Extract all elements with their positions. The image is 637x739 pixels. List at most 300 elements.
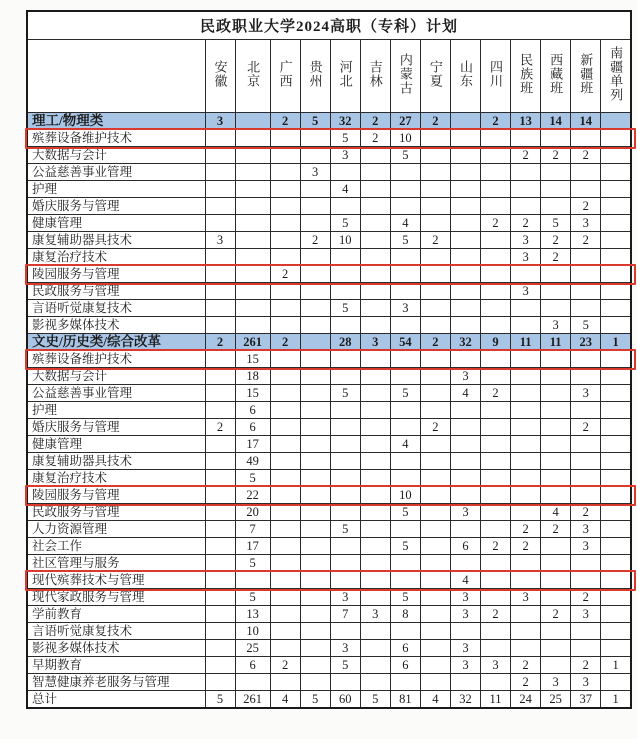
table-row (27, 249, 631, 266)
plan-count-cell (420, 623, 450, 640)
plan-count-cell (300, 589, 330, 606)
plan-count-cell: 2 (571, 419, 601, 436)
province-column-header (205, 40, 235, 113)
plan-count-cell (360, 521, 390, 538)
table-row (27, 283, 631, 300)
plan-count-cell (601, 640, 631, 657)
plan-count-cell (571, 249, 601, 266)
plan-count-cell: 11 (541, 334, 571, 351)
plan-count-cell (330, 538, 360, 555)
plan-count-cell (541, 657, 571, 674)
plan-count-cell (270, 147, 300, 164)
section-header-row (27, 113, 631, 130)
plan-count-cell (270, 487, 300, 504)
plan-count-cell (300, 657, 330, 674)
plan-count-cell: 2 (511, 657, 541, 674)
plan-count-cell: 2 (541, 147, 571, 164)
plan-count-cell (511, 402, 541, 419)
plan-count-cell (360, 623, 390, 640)
plan-count-cell: 3 (511, 249, 541, 266)
plan-count-cell: 10 (390, 130, 420, 147)
plan-count-cell (601, 419, 631, 436)
province-column-header (511, 40, 541, 113)
plan-count-cell (450, 555, 480, 572)
plan-count-cell (541, 198, 571, 215)
plan-count-cell: 2 (511, 147, 541, 164)
plan-count-cell (481, 470, 511, 487)
plan-count-cell: 5 (330, 130, 360, 147)
plan-count-cell (360, 249, 390, 266)
table-row (27, 487, 631, 504)
plan-count-cell (420, 147, 450, 164)
plan-count-cell: 60 (330, 691, 360, 709)
major-name: 康复辅助器具技术 (27, 453, 205, 470)
plan-count-cell (205, 198, 235, 215)
plan-count-cell (330, 402, 360, 419)
plan-count-cell: 2 (481, 606, 511, 623)
major-name: 现代殡葬技术与管理 (27, 572, 205, 589)
plan-count-cell (601, 283, 631, 300)
plan-count-cell (390, 249, 420, 266)
plan-count-cell (205, 674, 235, 691)
major-name: 陵园服务与管理 (27, 487, 205, 504)
plan-count-cell: 4 (450, 385, 480, 402)
plan-count-cell: 5 (571, 317, 601, 334)
plan-count-cell (601, 623, 631, 640)
plan-count-cell (270, 538, 300, 555)
table-row (27, 232, 631, 249)
major-name: 健康管理 (27, 436, 205, 453)
table-row (27, 300, 631, 317)
plan-count-cell (420, 657, 450, 674)
plan-count-cell (601, 317, 631, 334)
plan-count-cell (205, 555, 235, 572)
plan-count-cell (360, 368, 390, 385)
plan-count-cell (511, 130, 541, 147)
plan-count-cell (235, 130, 270, 147)
plan-count-cell: 5 (235, 470, 270, 487)
plan-count-cell (601, 164, 631, 181)
plan-count-cell (481, 402, 511, 419)
plan-count-cell (601, 130, 631, 147)
plan-count-cell: 5 (390, 385, 420, 402)
plan-count-cell (420, 674, 450, 691)
plan-count-cell (205, 385, 235, 402)
plan-count-cell: 20 (235, 504, 270, 521)
plan-count-cell (205, 453, 235, 470)
plan-count-cell (511, 351, 541, 368)
plan-count-cell: 2 (481, 538, 511, 555)
plan-count-cell (360, 453, 390, 470)
plan-count-cell (601, 674, 631, 691)
plan-count-cell (235, 572, 270, 589)
plan-count-cell (300, 130, 330, 147)
table-title: 民政职业大学2024高职（专科）计划 (27, 11, 631, 40)
plan-count-cell (235, 198, 270, 215)
plan-count-cell (511, 572, 541, 589)
plan-count-cell (450, 249, 480, 266)
province-column-label: 贵州 (307, 60, 323, 88)
plan-count-cell: 2 (270, 334, 300, 351)
plan-count-cell: 2 (511, 521, 541, 538)
plan-count-cell (420, 589, 450, 606)
plan-count-cell: 4 (330, 181, 360, 198)
plan-count-cell: 2 (571, 657, 601, 674)
plan-count-cell (481, 300, 511, 317)
major-name: 民政服务与管理 (27, 283, 205, 300)
plan-count-cell: 2 (420, 113, 450, 130)
plan-count-cell (270, 385, 300, 402)
plan-count-cell (571, 300, 601, 317)
plan-count-cell (511, 453, 541, 470)
plan-count-cell: 54 (390, 334, 420, 351)
section-header-row (27, 334, 631, 351)
plan-count-cell (330, 283, 360, 300)
plan-count-cell (360, 147, 390, 164)
plan-count-cell: 25 (541, 691, 571, 709)
plan-count-cell (601, 487, 631, 504)
plan-count-cell (420, 606, 450, 623)
plan-count-cell (511, 198, 541, 215)
plan-count-cell (420, 504, 450, 521)
plan-count-cell (300, 334, 330, 351)
plan-count-cell (300, 198, 330, 215)
plan-count-cell (270, 317, 300, 334)
plan-count-cell: 13 (235, 606, 270, 623)
plan-count-cell (481, 419, 511, 436)
table-row (27, 453, 631, 470)
plan-count-cell (420, 385, 450, 402)
plan-count-cell: 1 (601, 657, 631, 674)
plan-count-cell (300, 147, 330, 164)
plan-count-cell: 3 (360, 334, 390, 351)
plan-count-cell (270, 640, 300, 657)
plan-count-cell (330, 266, 360, 283)
plan-count-cell: 1 (601, 334, 631, 351)
plan-count-cell (481, 521, 511, 538)
plan-count-cell (541, 130, 571, 147)
plan-count-cell: 4 (420, 691, 450, 709)
plan-count-cell (360, 232, 390, 249)
table-row (27, 198, 631, 215)
province-column-label: 吉林 (367, 60, 383, 88)
plan-count-cell: 2 (541, 606, 571, 623)
plan-count-cell (481, 555, 511, 572)
plan-count-cell (390, 266, 420, 283)
plan-count-cell (300, 385, 330, 402)
plan-count-cell (300, 674, 330, 691)
table-row (27, 623, 631, 640)
plan-count-cell: 3 (571, 521, 601, 538)
plan-count-cell (360, 538, 390, 555)
plan-count-cell: 11 (511, 334, 541, 351)
plan-count-cell (601, 249, 631, 266)
province-column-header (571, 40, 601, 113)
plan-count-cell (541, 555, 571, 572)
plan-count-cell (571, 283, 601, 300)
plan-count-cell (450, 147, 480, 164)
plan-count-cell (390, 198, 420, 215)
plan-count-cell (481, 249, 511, 266)
table-row (27, 436, 631, 453)
plan-count-cell (300, 402, 330, 419)
province-column-label: 南疆单列 (608, 46, 624, 102)
plan-count-cell (330, 623, 360, 640)
plan-count-cell (571, 351, 601, 368)
plan-count-cell: 15 (235, 385, 270, 402)
plan-count-cell (235, 147, 270, 164)
plan-count-cell: 5 (330, 521, 360, 538)
plan-count-cell (390, 453, 420, 470)
plan-count-cell (601, 351, 631, 368)
plan-count-cell (360, 640, 390, 657)
plan-count-cell (541, 453, 571, 470)
plan-count-cell: 3 (511, 589, 541, 606)
plan-count-cell (601, 504, 631, 521)
plan-count-cell: 6 (235, 402, 270, 419)
plan-count-cell (481, 266, 511, 283)
plan-count-cell (601, 521, 631, 538)
plan-count-cell (360, 198, 390, 215)
plan-count-cell: 18 (235, 368, 270, 385)
plan-count-cell (601, 113, 631, 130)
plan-count-cell (235, 215, 270, 232)
plan-count-cell (205, 368, 235, 385)
plan-count-cell: 11 (481, 691, 511, 709)
plan-count-cell (205, 538, 235, 555)
plan-count-cell (601, 436, 631, 453)
table-row (27, 572, 631, 589)
plan-count-cell (205, 130, 235, 147)
plan-count-cell: 9 (481, 334, 511, 351)
major-name: 言语听觉康复技术 (27, 623, 205, 640)
plan-count-cell (450, 283, 480, 300)
plan-count-cell (390, 164, 420, 181)
plan-count-cell: 7 (330, 606, 360, 623)
plan-count-cell: 2 (541, 249, 571, 266)
plan-count-cell (601, 232, 631, 249)
table-row (27, 589, 631, 606)
major-name: 康复辅助器具技术 (27, 232, 205, 249)
plan-count-cell (270, 215, 300, 232)
plan-count-cell: 4 (390, 215, 420, 232)
plan-count-cell (360, 300, 390, 317)
plan-count-cell (450, 113, 480, 130)
plan-count-cell (511, 164, 541, 181)
plan-count-cell (481, 623, 511, 640)
plan-count-cell (300, 470, 330, 487)
table-row (27, 402, 631, 419)
plan-count-cell: 2 (541, 521, 571, 538)
plan-count-cell (601, 215, 631, 232)
plan-count-cell (541, 436, 571, 453)
plan-count-cell: 32 (450, 691, 480, 709)
plan-count-cell: 32 (330, 113, 360, 130)
column-header-row (27, 40, 631, 113)
plan-count-cell (450, 130, 480, 147)
plan-count-cell: 2 (481, 113, 511, 130)
plan-count-cell (511, 419, 541, 436)
major-name: 民政服务与管理 (27, 504, 205, 521)
plan-count-cell: 2 (571, 232, 601, 249)
plan-count-cell: 2 (205, 419, 235, 436)
plan-count-cell: 2 (571, 589, 601, 606)
major-name: 智慧健康养老服务与管理 (27, 674, 205, 691)
table-row (27, 606, 631, 623)
plan-count-cell (420, 351, 450, 368)
plan-count-cell (450, 453, 480, 470)
plan-count-cell (270, 470, 300, 487)
plan-count-cell (270, 130, 300, 147)
province-column-label: 宁夏 (427, 60, 443, 88)
plan-count-cell: 5 (360, 691, 390, 709)
table-row (27, 504, 631, 521)
plan-count-cell (390, 521, 420, 538)
plan-count-cell: 3 (541, 674, 571, 691)
plan-count-cell (330, 249, 360, 266)
plan-count-cell (330, 470, 360, 487)
plan-count-cell: 3 (450, 606, 480, 623)
plan-count-cell (270, 521, 300, 538)
plan-count-cell: 3 (450, 640, 480, 657)
plan-count-cell (571, 164, 601, 181)
plan-count-cell (511, 623, 541, 640)
plan-count-cell (205, 300, 235, 317)
plan-count-cell: 32 (450, 334, 480, 351)
province-column-header (390, 40, 420, 113)
province-column-header (420, 40, 450, 113)
plan-count-cell (541, 589, 571, 606)
plan-count-cell (481, 130, 511, 147)
plan-count-cell (390, 181, 420, 198)
plan-count-cell (511, 266, 541, 283)
plan-count-cell (571, 181, 601, 198)
major-name: 社会工作 (27, 538, 205, 555)
plan-count-cell (541, 623, 571, 640)
plan-count-cell (420, 249, 450, 266)
table-row (27, 419, 631, 436)
plan-count-cell (360, 436, 390, 453)
table-row (27, 317, 631, 334)
plan-count-cell (511, 300, 541, 317)
province-column-label: 广西 (277, 60, 293, 88)
plan-count-cell: 4 (270, 691, 300, 709)
plan-count-cell (270, 402, 300, 419)
plan-count-cell (601, 555, 631, 572)
plan-count-cell (205, 266, 235, 283)
plan-count-cell: 2 (205, 334, 235, 351)
major-name: 影视多媒体技术 (27, 640, 205, 657)
plan-count-cell (420, 283, 450, 300)
plan-count-cell (420, 368, 450, 385)
plan-count-cell (481, 504, 511, 521)
major-name: 公益慈善事业管理 (27, 385, 205, 402)
plan-count-cell: 2 (541, 232, 571, 249)
plan-count-cell (205, 606, 235, 623)
plan-count-cell (235, 317, 270, 334)
plan-count-cell (300, 368, 330, 385)
plan-count-cell (601, 606, 631, 623)
plan-count-cell (571, 266, 601, 283)
plan-count-cell: 2 (571, 504, 601, 521)
major-name: 影视多媒体技术 (27, 317, 205, 334)
plan-count-cell: 2 (300, 232, 330, 249)
plan-count-cell (541, 300, 571, 317)
plan-count-cell (330, 351, 360, 368)
plan-count-cell (511, 181, 541, 198)
table-row (27, 555, 631, 572)
plan-count-cell (360, 181, 390, 198)
province-column-header (330, 40, 360, 113)
plan-count-cell: 22 (235, 487, 270, 504)
plan-count-cell (541, 538, 571, 555)
plan-count-cell: 10 (390, 487, 420, 504)
plan-count-cell (330, 164, 360, 181)
plan-count-cell: 2 (481, 215, 511, 232)
plan-count-cell (270, 198, 300, 215)
plan-count-cell (390, 368, 420, 385)
plan-count-cell (481, 147, 511, 164)
plan-count-cell (205, 572, 235, 589)
plan-count-cell: 23 (571, 334, 601, 351)
plan-count-cell (541, 402, 571, 419)
plan-count-cell (511, 555, 541, 572)
major-name: 康复治疗技术 (27, 470, 205, 487)
plan-count-cell (541, 283, 571, 300)
plan-count-cell: 3 (330, 147, 360, 164)
plan-count-cell (205, 589, 235, 606)
plan-count-cell (205, 402, 235, 419)
plan-count-cell: 3 (390, 300, 420, 317)
province-column-label: 河北 (337, 60, 353, 88)
plan-count-cell: 4 (390, 436, 420, 453)
plan-count-cell (360, 385, 390, 402)
plan-count-cell (270, 606, 300, 623)
plan-count-cell (420, 538, 450, 555)
plan-count-cell (511, 470, 541, 487)
plan-count-cell (300, 300, 330, 317)
plan-count-cell (481, 674, 511, 691)
plan-count-cell (420, 453, 450, 470)
plan-count-cell (235, 283, 270, 300)
plan-count-cell: 5 (330, 385, 360, 402)
plan-count-cell: 17 (235, 436, 270, 453)
plan-count-cell: 3 (571, 538, 601, 555)
major-name: 社区管理与服务 (27, 555, 205, 572)
plan-count-cell (360, 555, 390, 572)
province-column-header (450, 40, 480, 113)
plan-count-cell (235, 181, 270, 198)
plan-count-cell (300, 249, 330, 266)
plan-count-cell: 5 (390, 147, 420, 164)
table-row (27, 368, 631, 385)
plan-count-cell: 6 (235, 657, 270, 674)
plan-count-cell (571, 470, 601, 487)
plan-count-cell (300, 215, 330, 232)
plan-count-cell (601, 453, 631, 470)
major-name: 学前教育 (27, 606, 205, 623)
plan-count-cell (235, 232, 270, 249)
plan-count-cell (571, 453, 601, 470)
plan-count-cell (235, 249, 270, 266)
plan-count-cell (300, 555, 330, 572)
plan-count-cell (481, 283, 511, 300)
plan-count-cell (270, 419, 300, 436)
province-column-header (481, 40, 511, 113)
plan-count-cell (205, 283, 235, 300)
enrollment-plan-table (26, 10, 632, 709)
plan-count-cell: 5 (300, 691, 330, 709)
